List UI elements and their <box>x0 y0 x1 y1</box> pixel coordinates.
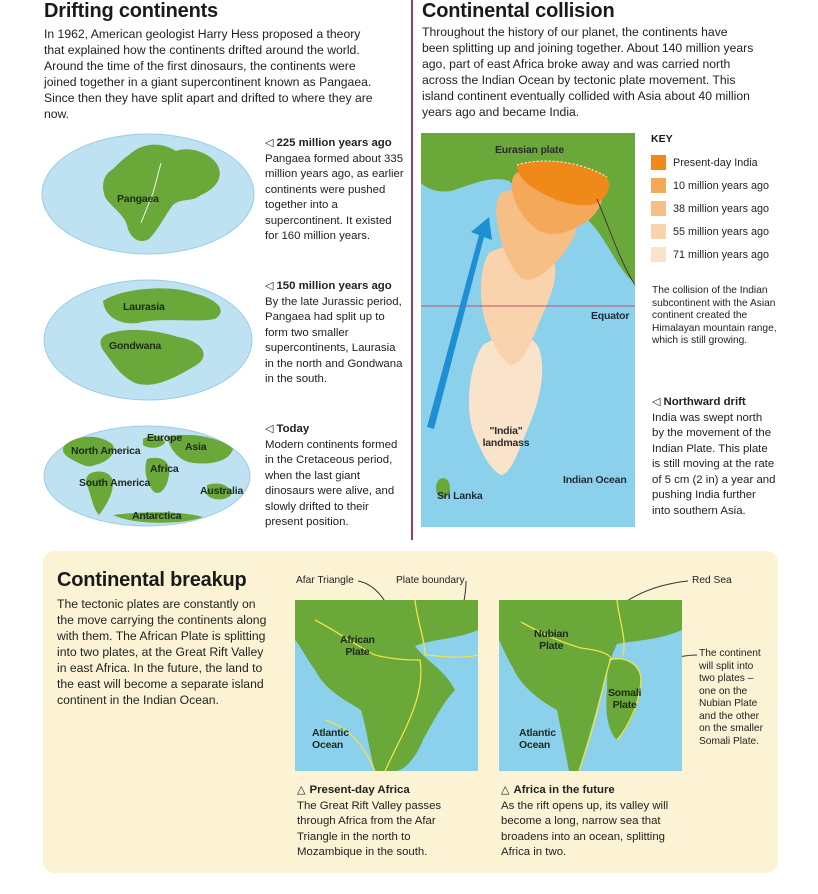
key-title: KEY <box>651 133 673 145</box>
label-india-line2: landmass <box>482 437 530 449</box>
map2-caption-head: △ Africa in the future <box>501 783 681 799</box>
callout-afar: Afar Triangle <box>296 575 354 586</box>
label-south-america: South America <box>79 477 151 489</box>
stage-225-heading: ◁ 225 million years ago <box>265 136 405 152</box>
label-africa: Africa <box>150 463 179 475</box>
map1-caption <box>297 783 477 861</box>
map1-ocean-l2: Ocean <box>312 739 344 751</box>
stage-150-heading: ◁ 150 million years ago <box>265 279 405 295</box>
breakup-title: Continental breakup <box>57 569 247 591</box>
label-india-line1: "India" <box>489 425 523 437</box>
callout-red-sea: Red Sea <box>692 575 732 586</box>
map2-ocean-label <box>519 727 556 751</box>
split-note: The continent will split into two plates – one on the Nubian Plate and the other on the smaller Somali Plate. <box>699 648 763 747</box>
label-europe: Europe <box>147 432 182 444</box>
collision-title: Continental collision <box>422 0 615 22</box>
map2-somali-l2: Plate <box>612 699 637 711</box>
key-label: Present-day India <box>673 156 758 169</box>
drifting-intro: In 1962, American geologist Harry Hess proposed a theory that explained how the continents drifted around the world. Around the time of the first dinosaurs, the continents were joined together in a giant supercontinent known as Pangaea. Since then they have split apart and drifted to where they are now. <box>44 27 373 121</box>
label-indian-ocean: Indian Ocean <box>563 474 627 486</box>
stage-150-text: By the late Jurassic period, Pangaea had split up to form two smaller supercontinents, Laurasia in the north and Gondwana in the south. <box>265 295 403 385</box>
collision-intro: Throughout the history of our planet, the continents have been splitting up and joining together. About 140 million years ago, part of east Africa broke away and was carried north across the Indian Ocean by tectonic plate movement. This island continent eventually collided with Asia about 40 million years ago and became India. <box>422 25 754 119</box>
breakup-intro: The tectonic plates are constantly on the move carrying the continents along with them. The African Plate is splitting into two plates, at the Great Rift Valley in east Africa. In the future, the land to the east will become a separate island continent in the Indian Ocean. <box>57 597 267 707</box>
label-equator: Equator <box>591 310 630 322</box>
map2-nubian-l2: Plate <box>539 640 564 652</box>
stage-225-text: Pangaea formed about 335 million years ago, as earlier continents were pushed together into a supercontinent. It existed for 160 million years. <box>265 152 404 242</box>
key-label: 10 million years ago <box>673 179 770 192</box>
label-australia: Australia <box>200 485 244 497</box>
map-future-africa <box>499 600 682 771</box>
label-laurasia: Laurasia <box>123 301 165 313</box>
northward-text: India was swept north by the movement of the Indian Plate. This plate is still moving at the rate of 5 cm (2 in) a year and pushing India further into southern Asia. <box>652 411 776 517</box>
callout-plate-boundary: Plate boundary <box>396 575 465 586</box>
label-sri-lanka: Sri Lanka <box>437 490 483 502</box>
label-pangaea: Pangaea <box>117 193 159 205</box>
map2-nubian-l1: Nubian <box>534 628 569 640</box>
northward-heading: ◁ Northward drift <box>652 395 777 411</box>
map2-caption-text: As the rift opens up, its valley will become a long, narrow sea that broadens into an ocean, splitting Africa in two. <box>501 799 669 858</box>
map-present-africa <box>295 600 478 771</box>
label-asia: Asia <box>185 441 207 453</box>
map1-caption-text: The Great Rift Valley passes through Africa from the Afar Triangle in the north to Mozambique in the south. <box>297 799 442 858</box>
map2-ocean-l2: Ocean <box>519 739 551 751</box>
label-antarctica: Antarctica <box>132 510 182 522</box>
map1-ocean-label <box>312 727 349 751</box>
map2-somali-label <box>608 687 641 711</box>
map2-caption <box>501 783 681 861</box>
map1-plate-l1: African <box>340 634 375 646</box>
label-north-america: North America <box>71 445 141 457</box>
label-eurasian-plate: Eurasian plate <box>495 144 564 156</box>
label-gondwana: Gondwana <box>109 340 162 352</box>
map2-somali-l1: Somali <box>608 687 642 699</box>
map1-caption-head: △ Present-day Africa <box>297 783 477 799</box>
drifting-title: Drifting continents <box>44 0 218 22</box>
map2-ocean-l1: Atlantic <box>519 727 556 739</box>
key-label: 55 million years ago <box>673 225 770 238</box>
map1-plate-label <box>340 634 375 658</box>
map1-ocean-l1: Atlantic <box>312 727 349 739</box>
stage-today-heading: ◁ Today <box>265 422 405 438</box>
stage-today-text: Modern continents formed in the Cretaceous period, when the last giant dinosaurs were alive, and slowly drifted to their present position. <box>265 438 398 528</box>
key-label: 38 million years ago <box>673 202 770 215</box>
map2-nubian-label <box>534 628 568 652</box>
key-label: 71 million years ago <box>673 248 770 261</box>
collision-annotation: The collision of the Indian subcontinent with the Asian continent created the Himalayan mountain range, which is still growing. <box>652 285 777 346</box>
map1-plate-l2: Plate <box>345 646 370 658</box>
